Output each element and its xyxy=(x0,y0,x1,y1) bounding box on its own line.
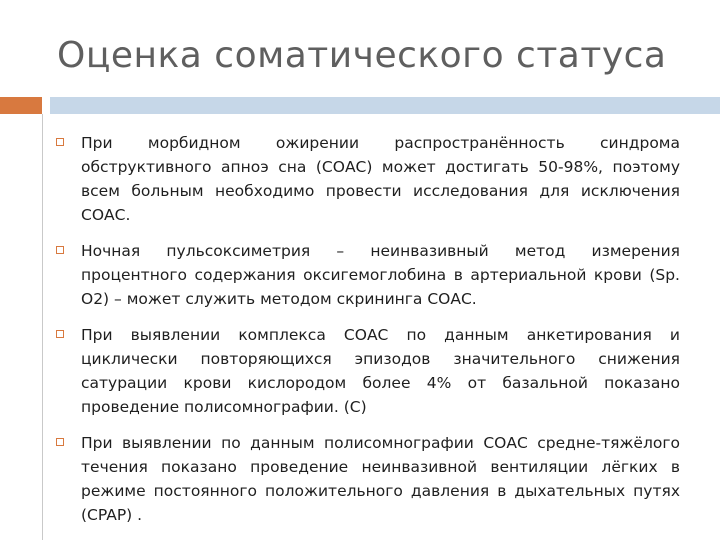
accent-bar xyxy=(0,97,42,114)
bullet-text: При выявлении по данным полисомнографии СОАС средне-тяжёлого течения показано проведение неинвазивной вентиляции лёгких в режиме постоянного положительного давления в дыхательных путях (CPAP) . xyxy=(81,434,680,524)
header-bar xyxy=(50,97,720,114)
list-item xyxy=(56,131,680,227)
list-item xyxy=(56,431,680,527)
list-item xyxy=(56,239,680,311)
square-bullet-icon xyxy=(56,138,64,146)
slide-title: Оценка соматического статуса xyxy=(57,35,667,76)
bullet-text: Ночная пульсоксиметрия – неинвазивный метод измерения процентного содержания оксигемоглобина в артериальной крови (Sp. O2) – может служить методом скрининга СОАС. xyxy=(81,242,680,308)
bullet-text: При морбидном ожирении распространённость синдрома обструктивного апноэ сна (СОАС) может достигать 50-98%, поэтому всем больным необходимо провести исследования для исключения СОАС. xyxy=(81,134,680,224)
vertical-divider xyxy=(42,114,43,540)
square-bullet-icon xyxy=(56,246,64,254)
square-bullet-icon xyxy=(56,438,64,446)
list-item xyxy=(56,323,680,419)
bullet-list xyxy=(56,131,680,539)
bullet-text: При выявлении комплекса СОАС по данным анкетирования и циклически повторяющихся эпизодов значительного снижения сатурации крови кислородом более 4% от базальной показано проведение полисомнографии. (C) xyxy=(81,326,680,416)
square-bullet-icon xyxy=(56,330,64,338)
